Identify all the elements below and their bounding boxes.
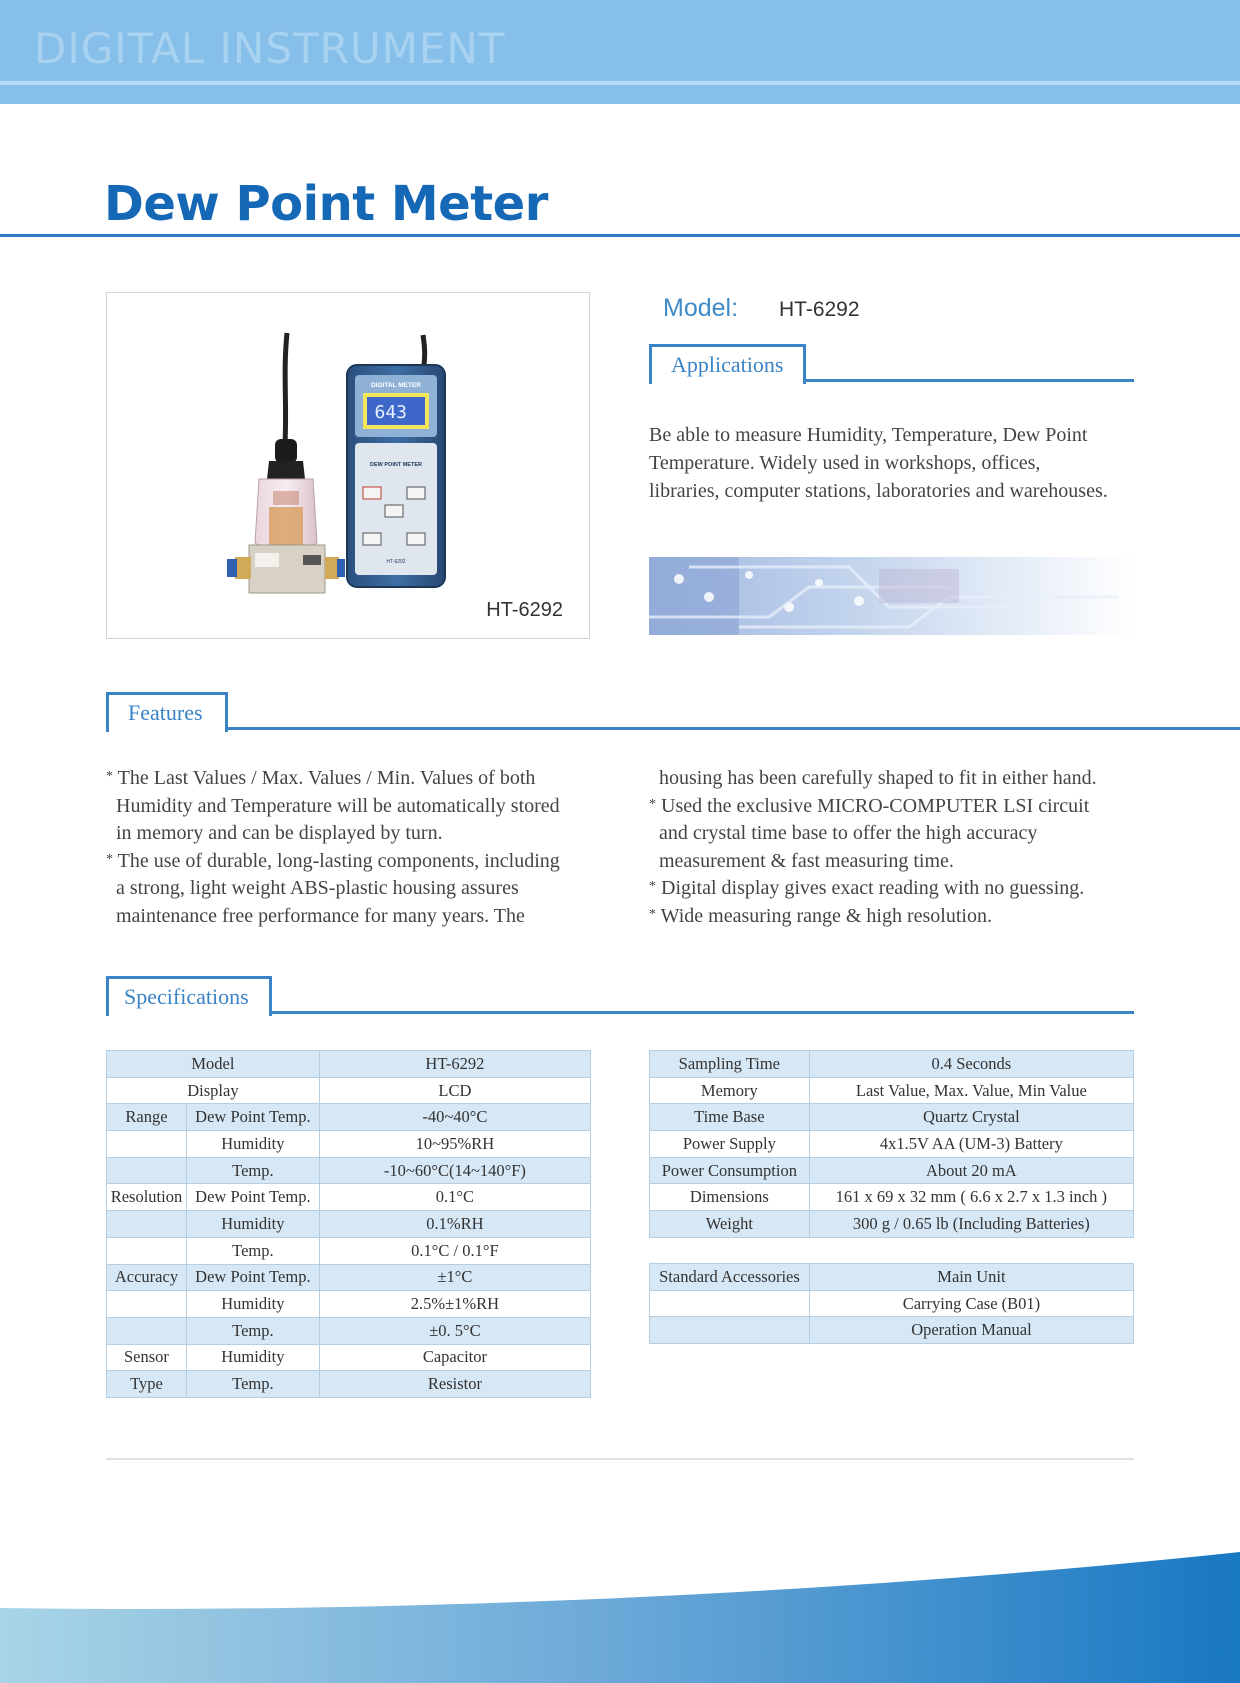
spec-group-label: Type: [107, 1371, 187, 1398]
dew-point-meter-illustration: [107, 293, 589, 638]
spec-group-blank: [107, 1237, 187, 1264]
feature-line: * Used the exclusive MICRO-COMPUTER LSI circuit: [649, 794, 1090, 817]
spec-label: Humidity: [186, 1211, 319, 1238]
table-row: [107, 1291, 591, 1318]
spec-value: 300 g / 0.65 lb (Including Batteries): [809, 1211, 1133, 1238]
spec-value: LCD: [319, 1077, 590, 1104]
spec-group-label: Range: [107, 1104, 187, 1131]
spec-value: Operation Manual: [809, 1317, 1133, 1344]
applications-heading-label: Applications: [649, 344, 806, 384]
spec-value: ±0. 5°C: [319, 1317, 590, 1344]
spec-label: Temp.: [186, 1317, 319, 1344]
spec-value: About 20 mA: [809, 1157, 1133, 1184]
table-row: [107, 1077, 591, 1104]
spec-label: Dew Point Temp.: [186, 1184, 319, 1211]
accessories-table: [649, 1263, 1134, 1344]
feature-line: * Wide measuring range & high resolution.: [649, 904, 992, 927]
table-row: [107, 1371, 591, 1398]
feature-line: * The Last Values / Max. Values / Min. Values of both: [106, 767, 536, 789]
feature-line: in memory and can be displayed by turn.: [116, 822, 443, 844]
spec-value: -10~60°C(14~140°F): [319, 1157, 590, 1184]
table-row: [107, 1344, 591, 1371]
model-value: HT-6292: [779, 298, 860, 321]
header-stripe: [0, 81, 1240, 85]
table-row: [650, 1157, 1134, 1184]
spec-label: Dew Point Temp.: [186, 1104, 319, 1131]
device-display-value: 643: [374, 402, 407, 423]
spec-label: Humidity: [186, 1344, 319, 1371]
page-title: Dew Point Meter: [104, 176, 548, 232]
spec-value: 4x1.5V AA (UM-3) Battery: [809, 1131, 1133, 1158]
spec-group-blank: [107, 1157, 187, 1184]
feature-line: housing has been carefully shaped to fit in either hand.: [659, 767, 1097, 789]
header-band: [0, 0, 1240, 104]
applications-line: Be able to measure Humidity, Temperature, Dew Point: [649, 424, 1088, 446]
spec-label: Power Consumption: [650, 1157, 810, 1184]
feature-line: measurement & fast measuring time.: [659, 849, 954, 872]
table-row: [650, 1264, 1134, 1291]
spec-value: 0.4 Seconds: [809, 1051, 1133, 1078]
spec-value: 0.1°C / 0.1°F: [319, 1237, 590, 1264]
table-row: [107, 1237, 591, 1264]
device-header-text: DIGITAL METER: [371, 382, 421, 389]
circuit-banner-image: [649, 557, 1134, 635]
feature-line: and crystal time base to offer the high accuracy: [659, 822, 1038, 844]
table-row: [650, 1104, 1134, 1131]
table-row: [650, 1317, 1134, 1344]
table-row: [107, 1104, 591, 1131]
features-rule: [225, 727, 1240, 730]
spec-label: Temp.: [186, 1237, 319, 1264]
spec-label: Dimensions: [650, 1184, 810, 1211]
table-row: [107, 1131, 591, 1158]
table-row: [107, 1051, 591, 1078]
spec-value: Quartz Crystal: [809, 1104, 1133, 1131]
spec-label: Model: [107, 1051, 320, 1078]
spec-value: -40~40°C: [319, 1104, 590, 1131]
table-row: [650, 1131, 1134, 1158]
device-face-label: DEW POINT METER: [370, 462, 422, 468]
table-row: [107, 1184, 591, 1211]
product-photo: [106, 292, 590, 639]
model-block: [663, 294, 860, 323]
feature-line: maintenance free performance for many years. The: [116, 904, 525, 927]
spec-group-blank: [107, 1211, 187, 1238]
spec-label: Weight: [650, 1211, 810, 1238]
spec-group-blank: [107, 1317, 187, 1344]
specifications-rule: [269, 1011, 1134, 1014]
applications-line: Temperature. Widely used in workshops, offices,: [649, 452, 1041, 474]
spec-table-left: [106, 1050, 591, 1398]
spec-value: 0.1%RH: [319, 1211, 590, 1238]
spec-label: Temp.: [186, 1371, 319, 1398]
spec-label: Temp.: [186, 1157, 319, 1184]
photo-caption: HT-6292: [486, 599, 563, 621]
spec-group-label: Accuracy: [107, 1264, 187, 1291]
spec-value: Resistor: [319, 1371, 590, 1398]
brand-text: DIGITAL INSTRUMENT: [34, 24, 506, 73]
spec-value: 2.5%±1%RH: [319, 1291, 590, 1318]
device-model-text: HT-6292: [386, 559, 406, 565]
spec-label: Standard Accessories: [650, 1264, 810, 1291]
table-row: [650, 1184, 1134, 1211]
spec-value: 10~95%RH: [319, 1131, 590, 1158]
table-row: [650, 1211, 1134, 1238]
features-left-column: [106, 765, 616, 930]
spec-value: ±1°C: [319, 1264, 590, 1291]
table-row: [107, 1157, 591, 1184]
spec-value: Capacitor: [319, 1344, 590, 1371]
table-row: [107, 1317, 591, 1344]
spec-value: Main Unit: [809, 1264, 1133, 1291]
spec-table-right: [649, 1050, 1134, 1238]
spec-label: Power Supply: [650, 1131, 810, 1158]
spec-group-label: Sensor: [107, 1344, 187, 1371]
table-row: [107, 1264, 591, 1291]
table-row: [650, 1077, 1134, 1104]
applications-rule: [803, 379, 1134, 382]
spec-group-blank: [650, 1317, 810, 1344]
title-rule: [0, 234, 1240, 237]
feature-line: * Digital display gives exact reading with no guessing.: [649, 877, 1085, 899]
footer-divider: [106, 1458, 1134, 1460]
spec-label: Humidity: [186, 1291, 319, 1318]
spec-value: Carrying Case (B01): [809, 1290, 1133, 1317]
features-right-column: [649, 765, 1149, 930]
spec-group-blank: [107, 1131, 187, 1158]
applications-text: [649, 421, 1149, 505]
spec-label: Humidity: [186, 1131, 319, 1158]
spec-label: Dew Point Temp.: [186, 1264, 319, 1291]
spec-value: HT-6292: [319, 1051, 590, 1078]
feature-line: a strong, light weight ABS-plastic housing assures: [116, 877, 519, 899]
footer-wave: [0, 1552, 1240, 1683]
spec-value: 0.1°C: [319, 1184, 590, 1211]
spec-group-label: Resolution: [107, 1184, 187, 1211]
table-row: [650, 1290, 1134, 1317]
spec-label: Time Base: [650, 1104, 810, 1131]
applications-line: libraries, computer stations, laboratories and warehouses.: [649, 480, 1108, 502]
model-label: Model:: [663, 294, 739, 322]
spec-label: Sampling Time: [650, 1051, 810, 1078]
spec-group-blank: [107, 1291, 187, 1318]
features-heading-label: Features: [106, 692, 228, 732]
feature-line: Humidity and Temperature will be automatically stored: [116, 794, 560, 817]
spec-value: Last Value, Max. Value, Min Value: [809, 1077, 1133, 1104]
spec-value: 161 x 69 x 32 mm ( 6.6 x 2.7 x 1.3 inch ): [809, 1184, 1133, 1211]
specifications-heading-label: Specifications: [106, 976, 272, 1016]
spec-group-blank: [650, 1290, 810, 1317]
spec-label: Display: [107, 1077, 320, 1104]
table-row: [107, 1211, 591, 1238]
table-row: [650, 1051, 1134, 1078]
spec-label: Memory: [650, 1077, 810, 1104]
feature-line: * The use of durable, long-lasting components, including: [106, 849, 560, 872]
